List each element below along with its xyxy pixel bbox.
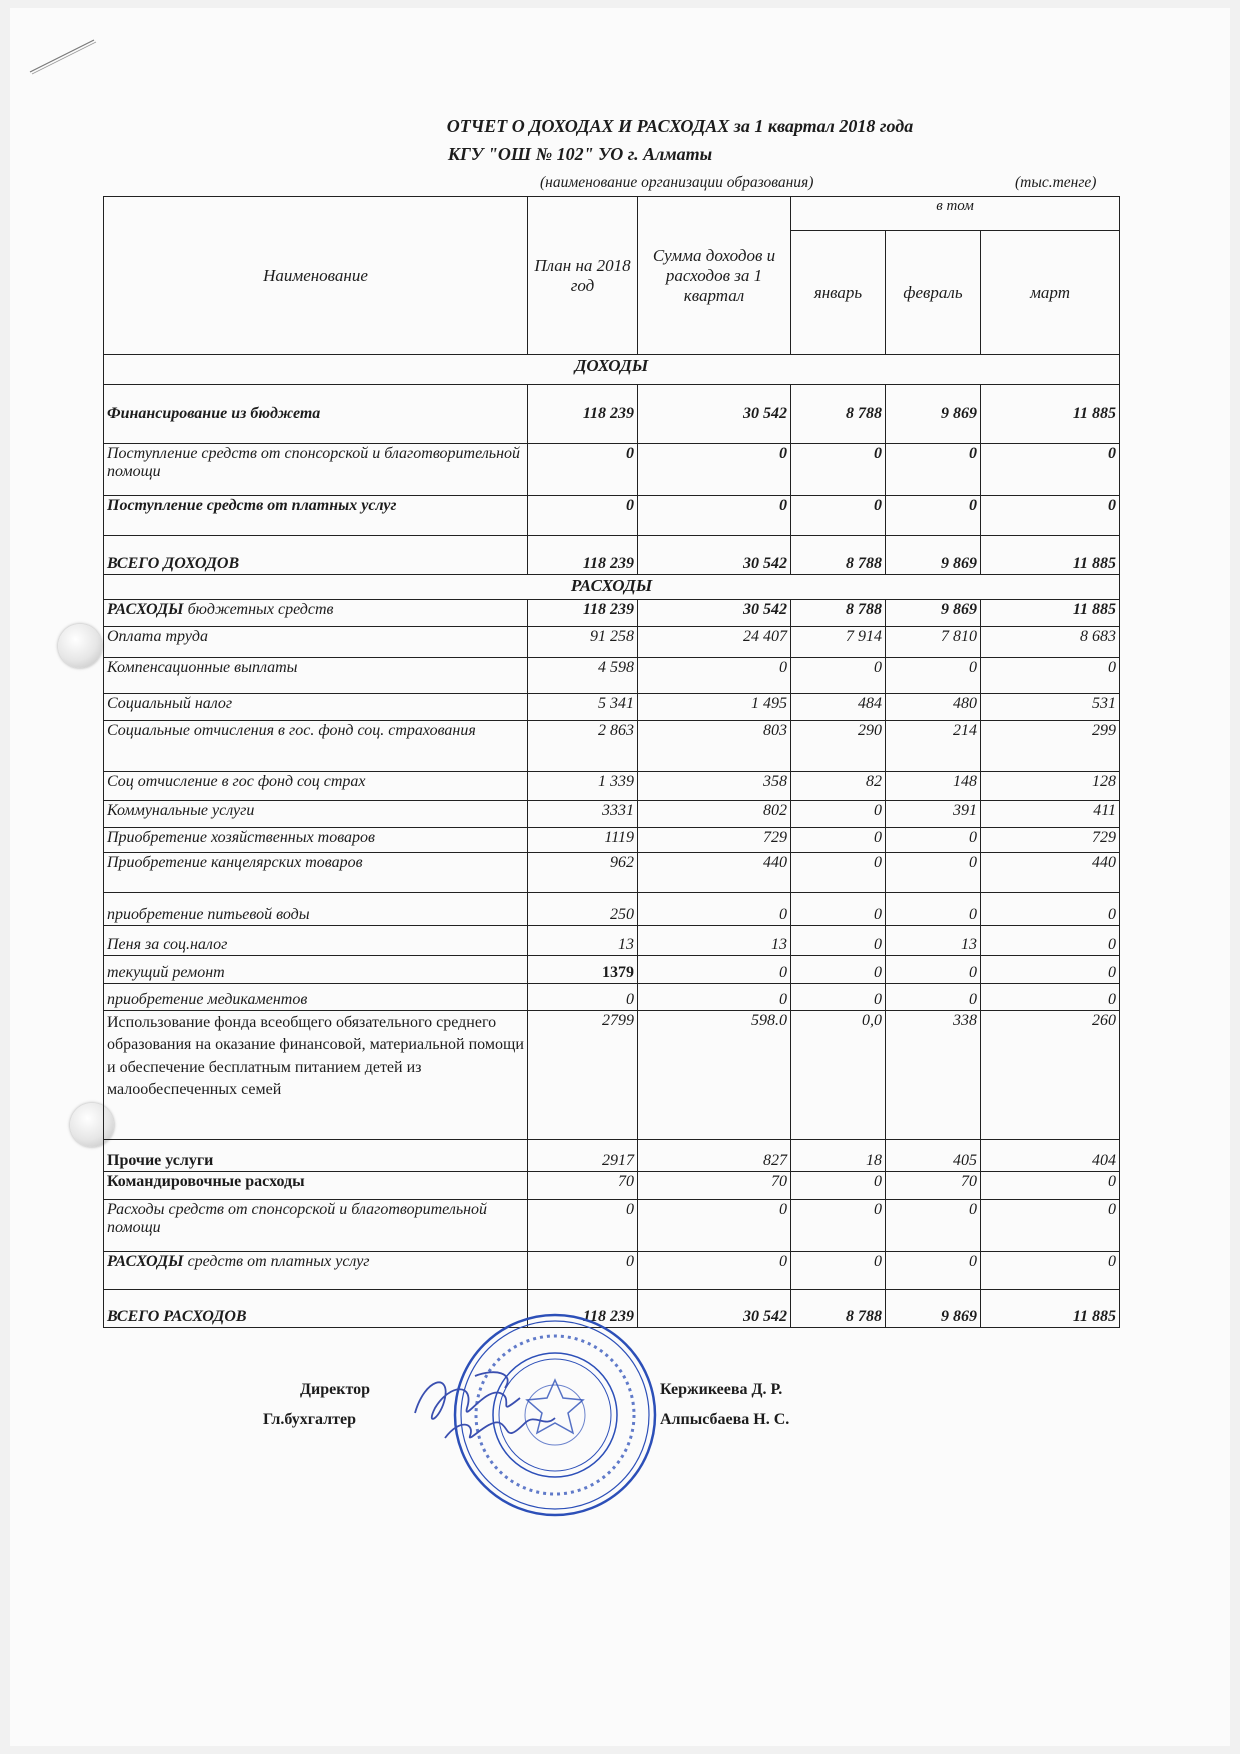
row-name: ВСЕГО РАСХОДОВ — [104, 1290, 528, 1328]
table-row — [104, 496, 1120, 536]
cell-jan: 0,0 — [791, 1011, 886, 1140]
cell-feb: 0 — [886, 496, 981, 536]
cell-mar: 0 — [981, 444, 1120, 496]
cell-feb: 338 — [886, 1011, 981, 1140]
row-name: приобретение медикаментов — [104, 984, 528, 1011]
row-name: Поступление средств от спонсорской и благотворительной помощи — [104, 444, 528, 496]
cell-mar: 0 — [981, 893, 1120, 926]
table-row — [104, 1011, 1120, 1140]
cell-jan: 82 — [791, 772, 886, 801]
table-row — [104, 694, 1120, 721]
row-name: приобретение питьевой воды — [104, 893, 528, 926]
organization-caption: (наименование организации образования) — [540, 174, 814, 191]
table-row — [104, 1172, 1120, 1200]
cell-sum: 827 — [638, 1140, 791, 1172]
table-row — [104, 385, 1120, 444]
cell-mar: 440 — [981, 853, 1120, 893]
table-row — [104, 893, 1120, 926]
cell-jan: 0 — [791, 853, 886, 893]
chief-accountant-name: Алпысбаева Н. С. — [660, 1411, 790, 1428]
row-name: Компенсационные выплаты — [104, 658, 528, 694]
unit-caption: (тыс.тенге) — [1015, 174, 1097, 191]
cell-plan: 4 598 — [528, 658, 638, 694]
cell-mar: 8 683 — [981, 627, 1120, 658]
cell-mar: 299 — [981, 721, 1120, 772]
cell-mar: 0 — [981, 1200, 1120, 1252]
cell-plan: 1119 — [528, 828, 638, 853]
cell-sum: 358 — [638, 772, 791, 801]
chief-accountant-label: Гл.бухгалтер — [263, 1411, 356, 1428]
row-name: Социальный налог — [104, 694, 528, 721]
cell-jan: 290 — [791, 721, 886, 772]
cell-mar: 729 — [981, 828, 1120, 853]
cell-sum: 0 — [638, 1252, 791, 1290]
header-quarter-sum: Сумма доходов и расходов за 1 квартал — [638, 197, 791, 355]
row-name: Соц отчисление в гос фонд соц страх — [104, 772, 528, 801]
section-expense: РАСХОДЫ — [104, 575, 1120, 600]
cell-jan: 18 — [791, 1140, 886, 1172]
cell-sum: 0 — [638, 444, 791, 496]
cell-jan: 0 — [791, 496, 886, 536]
report-title: ОТЧЕТ О ДОХОДАХ И РАСХОДАХ за 1 квартал 2018 года — [446, 116, 914, 136]
cell-sum: 30 542 — [638, 536, 791, 575]
cell-plan: 2917 — [528, 1140, 638, 1172]
cell-sum: 598.0 — [638, 1011, 791, 1140]
cell-sum: 729 — [638, 828, 791, 853]
table-row — [104, 600, 1120, 627]
header-name: Наименование — [104, 197, 528, 355]
cell-jan: 0 — [791, 984, 886, 1011]
cell-plan: 0 — [528, 1200, 638, 1252]
cell-mar: 11 885 — [981, 1290, 1120, 1328]
cell-jan: 0 — [791, 828, 886, 853]
report-subtitle: КГУ "ОШ № 102" УО г. Алматы — [447, 144, 713, 164]
cell-mar: 0 — [981, 926, 1120, 956]
table-row — [104, 536, 1120, 575]
cell-plan: 118 239 — [528, 536, 638, 575]
cell-feb: 0 — [886, 1252, 981, 1290]
cell-mar: 404 — [981, 1140, 1120, 1172]
cell-sum: 0 — [638, 893, 791, 926]
table-row — [104, 721, 1120, 772]
cell-mar: 0 — [981, 1172, 1120, 1200]
table-row — [104, 828, 1120, 853]
cell-jan: 0 — [791, 1172, 886, 1200]
cell-sum: 24 407 — [638, 627, 791, 658]
cell-mar: 260 — [981, 1011, 1120, 1140]
table-row — [104, 1252, 1120, 1290]
cell-jan: 0 — [791, 658, 886, 694]
cell-plan: 0 — [528, 444, 638, 496]
cell-mar: 0 — [981, 984, 1120, 1011]
cell-jan: 0 — [791, 893, 886, 926]
row-name: Использование фонда всеобщего обязательного среднего образования на оказание финансовой, материальной помощи и обеспечение бесплатным питанием детей из малообеспеченных семей — [104, 1011, 528, 1140]
header-february: февраль — [886, 231, 981, 355]
row-name: Оплата труда — [104, 627, 528, 658]
cell-sum: 440 — [638, 853, 791, 893]
cell-feb: 9 869 — [886, 1290, 981, 1328]
row-name: Расходы средств от спонсорской и благотворительной помощи — [104, 1200, 528, 1252]
cell-jan: 8 788 — [791, 600, 886, 627]
cell-feb: 0 — [886, 956, 981, 984]
table-row — [104, 772, 1120, 801]
table-row — [104, 956, 1120, 984]
cell-mar: 411 — [981, 801, 1120, 828]
cell-feb: 9 869 — [886, 600, 981, 627]
cell-jan: 0 — [791, 1200, 886, 1252]
cell-feb: 0 — [886, 853, 981, 893]
cell-mar: 0 — [981, 1252, 1120, 1290]
cell-mar: 11 885 — [981, 536, 1120, 575]
cell-feb: 0 — [886, 1200, 981, 1252]
row-name: Приобретение хозяйственных товаров — [104, 828, 528, 853]
cell-sum: 0 — [638, 658, 791, 694]
cell-plan: 2799 — [528, 1011, 638, 1140]
cell-jan: 0 — [791, 956, 886, 984]
section-income: ДОХОДЫ — [104, 355, 1120, 385]
cell-jan: 7 914 — [791, 627, 886, 658]
cell-plan: 1379 — [528, 956, 638, 984]
cell-feb: 391 — [886, 801, 981, 828]
cell-sum: 0 — [638, 496, 791, 536]
row-name: Командировочные расходы — [104, 1172, 528, 1200]
cell-mar: 11 885 — [981, 600, 1120, 627]
row-name: Приобретение канцелярских товаров — [104, 853, 528, 893]
cell-sum: 13 — [638, 926, 791, 956]
cell-plan: 0 — [528, 496, 638, 536]
header-in-tom: в том — [791, 197, 1120, 231]
row-name — [104, 600, 528, 627]
cell-plan: 0 — [528, 984, 638, 1011]
cell-feb: 214 — [886, 721, 981, 772]
table-row — [104, 926, 1120, 956]
cell-mar: 0 — [981, 956, 1120, 984]
row-name-rest: бюджетных средств — [183, 601, 334, 618]
cell-plan: 0 — [528, 1252, 638, 1290]
table-row — [104, 658, 1120, 694]
header-january: январь — [791, 231, 886, 355]
cell-plan: 118 239 — [528, 385, 638, 444]
cell-plan: 13 — [528, 926, 638, 956]
cell-feb: 405 — [886, 1140, 981, 1172]
header-march: март — [981, 231, 1120, 355]
cell-feb: 0 — [886, 984, 981, 1011]
cell-feb: 0 — [886, 893, 981, 926]
row-name: Социальные отчисления в гос. фонд соц. страхования — [104, 721, 528, 772]
cell-feb: 9 869 — [886, 385, 981, 444]
cell-feb: 0 — [886, 658, 981, 694]
cell-mar: 0 — [981, 496, 1120, 536]
table-row — [104, 984, 1120, 1011]
cell-feb: 9 869 — [886, 536, 981, 575]
table-row — [104, 444, 1120, 496]
cell-plan: 91 258 — [528, 627, 638, 658]
cell-jan: 0 — [791, 926, 886, 956]
cell-sum: 0 — [638, 1200, 791, 1252]
director-name: Кержикеева Д. Р. — [660, 1381, 783, 1398]
cell-sum: 30 542 — [638, 1290, 791, 1328]
row-name: Прочие услуги — [104, 1140, 528, 1172]
cell-plan: 5 341 — [528, 694, 638, 721]
cell-jan: 8 788 — [791, 536, 886, 575]
cell-plan: 118 239 — [528, 1290, 638, 1328]
cell-jan: 0 — [791, 1252, 886, 1290]
cell-jan: 0 — [791, 444, 886, 496]
cell-sum: 802 — [638, 801, 791, 828]
row-name-rest: средств от платных услуг — [183, 1253, 370, 1270]
director-label: Директор — [300, 1381, 370, 1398]
pen-scratch-mark — [28, 36, 98, 76]
table-row — [104, 627, 1120, 658]
table-row — [104, 1200, 1120, 1252]
row-name — [104, 1252, 528, 1290]
cell-feb: 148 — [886, 772, 981, 801]
cell-plan: 3331 — [528, 801, 638, 828]
row-name-bold: РАСХОДЫ — [107, 1253, 184, 1270]
handwritten-signatures — [405, 1368, 585, 1448]
cell-jan: 0 — [791, 801, 886, 828]
row-name: Коммунальные услуги — [104, 801, 528, 828]
cell-mar: 531 — [981, 694, 1120, 721]
cell-jan: 8 788 — [791, 385, 886, 444]
row-name-bold: РАСХОДЫ — [107, 601, 184, 618]
cell-plan: 1 339 — [528, 772, 638, 801]
cell-sum: 1 495 — [638, 694, 791, 721]
cell-feb: 7 810 — [886, 627, 981, 658]
cell-feb: 0 — [886, 444, 981, 496]
cell-plan: 70 — [528, 1172, 638, 1200]
cell-feb: 13 — [886, 926, 981, 956]
row-name: Пеня за соц.налог — [104, 926, 528, 956]
cell-plan: 118 239 — [528, 600, 638, 627]
cell-feb: 0 — [886, 828, 981, 853]
table-row — [104, 801, 1120, 828]
cell-sum: 803 — [638, 721, 791, 772]
cell-sum: 70 — [638, 1172, 791, 1200]
cell-feb: 70 — [886, 1172, 981, 1200]
cell-plan: 250 — [528, 893, 638, 926]
row-name: ВСЕГО ДОХОДОВ — [104, 536, 528, 575]
cell-sum: 0 — [638, 984, 791, 1011]
table-row — [104, 1140, 1120, 1172]
hole-punch-top — [58, 624, 102, 668]
cell-sum: 30 542 — [638, 385, 791, 444]
income-expense-table — [103, 196, 1120, 1328]
cell-plan: 962 — [528, 853, 638, 893]
header-plan: План на 2018 год — [528, 197, 638, 355]
cell-plan: 2 863 — [528, 721, 638, 772]
cell-jan: 8 788 — [791, 1290, 886, 1328]
row-name: текущий ремонт — [104, 956, 528, 984]
cell-mar: 11 885 — [981, 385, 1120, 444]
table-row — [104, 853, 1120, 893]
cell-jan: 484 — [791, 694, 886, 721]
row-name: Поступление средств от платных услуг — [104, 496, 528, 536]
cell-mar: 128 — [981, 772, 1120, 801]
cell-sum: 0 — [638, 956, 791, 984]
cell-sum: 30 542 — [638, 600, 791, 627]
cell-feb: 480 — [886, 694, 981, 721]
cell-mar: 0 — [981, 658, 1120, 694]
row-name: Финансирование из бюджета — [104, 385, 528, 444]
